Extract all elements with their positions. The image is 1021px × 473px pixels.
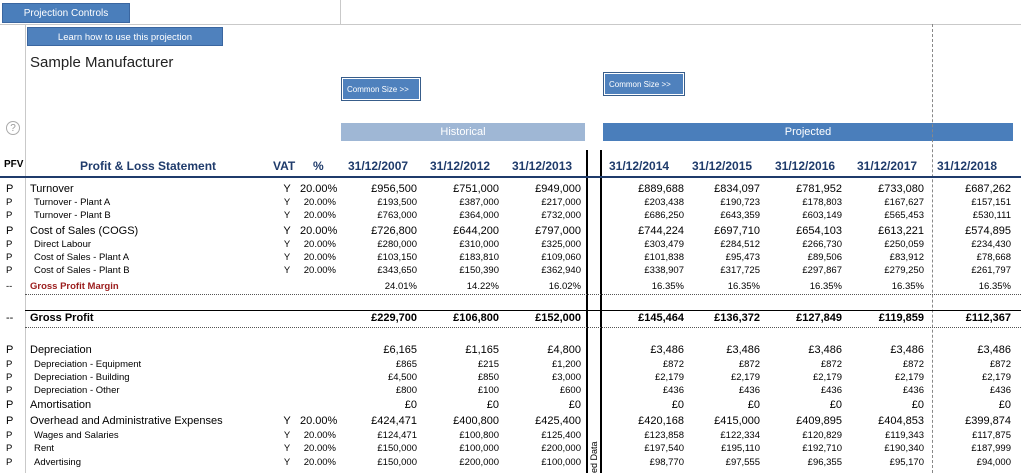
value-cell: £872 (902, 359, 924, 370)
table-row (0, 399, 1021, 412)
value-cell: £574,895 (965, 225, 1011, 237)
value-cell: £125,400 (541, 430, 581, 441)
pfv-cell: P (6, 183, 14, 195)
projected-band: Projected (603, 123, 1013, 141)
value-cell: 24.01% (384, 281, 417, 292)
value-cell: £112,367 (965, 312, 1011, 324)
value-cell: 16.02% (548, 281, 581, 292)
value-cell: £0 (671, 399, 684, 411)
table-row (0, 183, 1021, 196)
table-row (0, 280, 1021, 293)
pct-cell: 20.00% (303, 210, 336, 221)
value-cell: £643,359 (720, 210, 760, 221)
value-cell: £732,000 (541, 210, 581, 221)
value-cell: £530,111 (972, 210, 1011, 221)
top-strip (0, 0, 1021, 25)
pct-cell: 20.00% (303, 197, 336, 208)
common-size-historical-button[interactable]: Common Size >> (342, 78, 420, 100)
pct-cell: 20.00% (303, 239, 336, 250)
common-size-projected-button[interactable]: Common Size >> (604, 73, 684, 95)
value-cell: £95,170 (889, 457, 924, 468)
pfv-cell: P (6, 210, 13, 221)
pfv-cell: P (6, 415, 14, 427)
value-cell: £279,250 (884, 265, 924, 276)
row-label: Overhead and Administrative Expenses (30, 415, 223, 427)
pfv-cell: P (6, 457, 13, 468)
value-cell: £744,224 (638, 225, 684, 237)
value-cell: £0 (568, 399, 581, 411)
value-cell: £122,334 (720, 430, 760, 441)
pfv-header: PFV (4, 159, 24, 170)
pct-cell: 20.00% (303, 430, 336, 441)
value-cell: £763,000 (377, 210, 417, 221)
value-cell: £800 (395, 385, 417, 396)
value-cell: £284,512 (720, 239, 760, 250)
value-cell: £120,829 (802, 430, 842, 441)
table-row (0, 251, 1021, 264)
pfv-cell: -- (6, 312, 14, 324)
table-row (0, 415, 1021, 428)
value-cell: £781,952 (796, 183, 842, 195)
help-icon[interactable]: ? (6, 121, 20, 135)
value-cell: £280,000 (377, 239, 417, 250)
row-label: Depreciation - Other (34, 385, 120, 396)
row-label: Direct Labour (34, 239, 92, 250)
row-label: Advertising (34, 457, 81, 468)
value-cell: £436 (989, 385, 1011, 396)
value-cell: 16.35% (891, 281, 924, 292)
value-cell: £94,000 (976, 457, 1011, 468)
pfv-cell: P (6, 399, 14, 411)
value-cell: £872 (989, 359, 1011, 370)
table-row (0, 456, 1021, 469)
value-cell: £250,059 (884, 239, 924, 250)
value-cell: £3,486 (808, 344, 842, 356)
value-cell: £362,940 (541, 265, 581, 276)
gross-profit-top-border (25, 310, 1021, 311)
value-cell: £95,473 (725, 252, 760, 263)
value-cell: £117,875 (972, 430, 1011, 441)
value-cell: £3,486 (890, 344, 924, 356)
pct-cell: 20.00% (300, 183, 338, 195)
value-cell: £834,097 (714, 183, 760, 195)
pfv-cell: P (6, 385, 13, 396)
value-cell: £136,372 (714, 312, 760, 324)
value-cell: £183,810 (459, 252, 499, 263)
value-cell: £3,486 (726, 344, 760, 356)
value-cell: £261,797 (971, 265, 1011, 276)
value-cell: £103,150 (377, 252, 417, 263)
value-cell: £303,479 (644, 239, 684, 250)
value-cell: £436 (820, 385, 842, 396)
pfv-cell: P (6, 372, 13, 383)
value-cell: £89,506 (807, 252, 842, 263)
value-cell: £400,800 (453, 415, 499, 427)
value-cell: £425,400 (535, 415, 581, 427)
row-label: Cost of Sales - Plant B (34, 265, 130, 276)
value-cell: £850 (477, 372, 499, 383)
row-separator (25, 294, 1021, 295)
value-cell: £686,250 (644, 210, 684, 221)
value-cell: £195,110 (721, 443, 760, 454)
historical-band: Historical (341, 123, 585, 141)
value-cell: £190,723 (720, 197, 760, 208)
vat-cell: Y (283, 265, 291, 276)
row-label: Cost of Sales - Plant A (34, 252, 130, 263)
value-cell: £956,500 (371, 183, 417, 195)
value-cell: £865 (395, 359, 417, 370)
value-cell: £4,800 (547, 344, 581, 356)
value-cell: £436 (662, 385, 684, 396)
row-label: Depreciation (30, 344, 92, 356)
row-label: Turnover - Plant B (34, 210, 111, 221)
period-header: 31/12/2013 (512, 159, 573, 173)
vat-header: VAT (273, 159, 296, 173)
value-cell: £436 (902, 385, 924, 396)
value-cell: £872 (820, 359, 842, 370)
value-cell: £0 (486, 399, 499, 411)
value-cell: £6,165 (383, 344, 417, 356)
vat-cell: Y (283, 443, 291, 454)
value-cell: £97,555 (725, 457, 760, 468)
value-cell: £797,000 (535, 225, 581, 237)
value-cell: £2,179 (654, 372, 684, 383)
value-cell: £297,867 (802, 265, 842, 276)
pct-cell: 20.00% (303, 265, 336, 276)
value-cell: 16.35% (978, 281, 1011, 292)
period-header: 31/12/2007 (348, 159, 409, 173)
vat-cell: Y (283, 239, 291, 250)
value-cell: £197,540 (644, 443, 684, 454)
pfv-cell: P (6, 252, 13, 263)
value-cell: £420,168 (638, 415, 684, 427)
value-cell: £124,471 (377, 430, 417, 441)
value-cell: £317,725 (720, 265, 760, 276)
value-cell: £150,000 (377, 443, 417, 454)
side-label: ed Data (589, 441, 599, 473)
value-cell: £127,849 (796, 312, 842, 324)
vat-cell: Y (283, 430, 291, 441)
row-label: Gross Profit (30, 312, 94, 324)
row-label: Rent (34, 443, 55, 454)
table-row (0, 264, 1021, 277)
value-cell: £436 (738, 385, 760, 396)
table-row (0, 209, 1021, 222)
row-label: Amortisation (30, 399, 92, 411)
value-cell: £217,000 (541, 197, 581, 208)
value-cell: £889,688 (638, 183, 684, 195)
value-cell: £654,103 (796, 225, 842, 237)
value-cell: £178,803 (802, 197, 842, 208)
pct-header: % (313, 159, 324, 173)
value-cell: £193,500 (377, 197, 417, 208)
period-header: 31/12/2016 (775, 159, 836, 173)
value-cell: £415,000 (714, 415, 760, 427)
value-cell: £150,390 (459, 265, 499, 276)
vat-cell: Y (283, 197, 291, 208)
vat-cell: Y (283, 457, 291, 468)
row-label: Depreciation - Building (34, 372, 130, 383)
value-cell: £100,800 (459, 430, 499, 441)
value-cell: £119,343 (885, 430, 924, 441)
value-cell: £603,149 (802, 210, 842, 221)
value-cell: £96,355 (807, 457, 842, 468)
value-cell: £200,000 (459, 457, 499, 468)
value-cell: £3,000 (551, 372, 581, 383)
table-row (0, 429, 1021, 442)
row-label: Depreciation - Equipment (34, 359, 142, 370)
company-name: Sample Manufacturer (30, 54, 174, 71)
value-cell: £364,000 (459, 210, 499, 221)
table-row (0, 358, 1021, 371)
value-cell: £404,853 (878, 415, 924, 427)
value-cell: £325,000 (541, 239, 581, 250)
header-underline (0, 176, 1021, 178)
value-cell: £949,000 (535, 183, 581, 195)
pct-cell: 20.00% (300, 225, 338, 237)
pfv-cell: P (6, 239, 13, 250)
value-cell: £644,200 (453, 225, 499, 237)
value-cell: £157,151 (971, 197, 1011, 208)
row-label: Turnover (30, 183, 74, 195)
pfv-cell: P (6, 197, 13, 208)
pct-cell: 20.00% (303, 457, 336, 468)
top-divider (340, 0, 341, 24)
value-cell: 14.22% (466, 281, 499, 292)
value-cell: £399,874 (965, 415, 1011, 427)
value-cell: £409,895 (796, 415, 842, 427)
row-label: Turnover - Plant A (34, 197, 111, 208)
value-cell: £203,438 (644, 197, 684, 208)
value-cell: £2,179 (894, 372, 924, 383)
value-cell: £687,262 (965, 183, 1011, 195)
value-cell: £600 (559, 385, 581, 396)
table-row (0, 344, 1021, 357)
pfv-cell: P (6, 265, 13, 276)
value-cell: £1,200 (551, 359, 581, 370)
value-cell: £266,730 (802, 239, 842, 250)
value-cell: £187,999 (971, 443, 1011, 454)
vat-cell: Y (283, 210, 291, 221)
value-cell: £123,858 (644, 430, 684, 441)
pct-cell: 20.00% (303, 252, 336, 263)
value-cell: £697,710 (714, 225, 760, 237)
period-header: 31/12/2018 (937, 159, 998, 173)
vat-cell: Y (283, 252, 291, 263)
value-cell: £100,000 (459, 443, 499, 454)
row-label: Gross Profit Margin (30, 281, 119, 292)
pfv-cell: P (6, 443, 13, 454)
value-cell: £343,650 (377, 265, 417, 276)
value-cell: £733,080 (878, 183, 924, 195)
value-cell: £83,912 (889, 252, 924, 263)
pct-cell: 20.00% (303, 443, 336, 454)
value-cell: £100 (477, 385, 499, 396)
value-cell: 16.35% (809, 281, 842, 292)
value-cell: 16.35% (651, 281, 684, 292)
value-cell: £109,060 (541, 252, 581, 263)
value-cell: £726,800 (371, 225, 417, 237)
table-row (0, 225, 1021, 238)
value-cell: £2,179 (812, 372, 842, 383)
value-cell: £215 (477, 359, 499, 370)
learn-how-button[interactable]: Learn how to use this projection (27, 27, 223, 46)
value-cell: £310,000 (459, 239, 499, 250)
pfv-cell: P (6, 359, 13, 370)
value-cell: £119,859 (878, 312, 924, 324)
value-cell: £3,486 (650, 344, 684, 356)
value-cell: £1,165 (465, 344, 499, 356)
gross-profit-bottom-border (25, 327, 1021, 328)
value-cell: £0 (829, 399, 842, 411)
vat-cell: Y (283, 415, 291, 427)
value-cell: £0 (998, 399, 1011, 411)
value-cell: £98,770 (649, 457, 684, 468)
value-cell: £229,700 (371, 312, 417, 324)
pct-cell: 20.00% (300, 415, 338, 427)
row-label: Wages and Salaries (34, 430, 119, 441)
value-cell: £2,179 (730, 372, 760, 383)
value-cell: £234,430 (971, 239, 1011, 250)
value-cell: £3,486 (977, 344, 1011, 356)
value-cell: £106,800 (453, 312, 499, 324)
pfv-cell: P (6, 225, 14, 237)
value-cell: £150,000 (377, 457, 417, 468)
pfv-cell: -- (6, 281, 13, 292)
value-cell: £751,000 (453, 183, 499, 195)
value-cell: £152,000 (535, 312, 581, 324)
value-cell: £78,668 (976, 252, 1011, 263)
value-cell: £872 (662, 359, 684, 370)
table-row (0, 371, 1021, 384)
table-row (0, 238, 1021, 251)
statement-header: Profit & Loss Statement (80, 159, 217, 173)
table-row (0, 384, 1021, 397)
value-cell: £0 (747, 399, 760, 411)
period-header: 31/12/2012 (430, 159, 491, 173)
value-cell: £424,471 (371, 415, 417, 427)
value-cell: £4,500 (387, 372, 417, 383)
value-cell: £2,179 (981, 372, 1011, 383)
value-cell: £387,000 (459, 197, 499, 208)
vat-cell: Y (283, 183, 291, 195)
value-cell: £0 (404, 399, 417, 411)
value-cell: £101,838 (644, 252, 684, 263)
value-cell: £338,907 (644, 265, 684, 276)
value-cell: £167,627 (884, 197, 924, 208)
value-cell: £200,000 (541, 443, 581, 454)
value-cell: £145,464 (638, 312, 684, 324)
value-cell: £190,340 (884, 443, 924, 454)
period-header: 31/12/2014 (609, 159, 670, 173)
table-row (0, 442, 1021, 455)
period-header: 31/12/2017 (857, 159, 918, 173)
value-cell: £872 (738, 359, 760, 370)
vat-cell: Y (283, 225, 291, 237)
pfv-cell: P (6, 430, 13, 441)
period-header: 31/12/2015 (692, 159, 753, 173)
value-cell: £0 (911, 399, 924, 411)
row-label: Cost of Sales (COGS) (30, 225, 139, 237)
value-cell: 16.35% (727, 281, 760, 292)
value-cell: £613,221 (878, 225, 924, 237)
value-cell: £192,710 (802, 443, 842, 454)
table-row (0, 312, 1021, 325)
projection-controls-button[interactable]: Projection Controls (2, 3, 130, 23)
table-row (0, 196, 1021, 209)
value-cell: £565,453 (884, 210, 924, 221)
pfv-cell: P (6, 344, 14, 356)
value-cell: £100,000 (541, 457, 581, 468)
